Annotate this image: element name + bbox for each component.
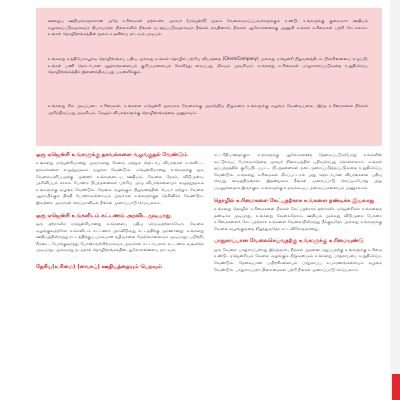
- right-column: [214, 152, 382, 279]
- section-heading: தேசிய(உரிமை) (வைகப்) ஊதியத்தையும் பெறவும்: [36, 263, 162, 270]
- page-edge-strip: [390, 0, 400, 400]
- intro-highlight-box: [36, 8, 382, 146]
- page-corner-tab: [392, 374, 400, 400]
- intro-paragraph: உங்களது சில அடிப்படை உரிமைகள், உங்களை ஏஜென்சி மூலமாக வேலைக்கு அமர்த்திய நிறுவனம் உங்களுக்கு வழங்க வேண்டியவை. இந்த உரிமைகளை நீங்கள் அறிந்திருப்பது அவசியம். மேலும் விபரங்களுக்கு தொழிற்சங்கத்தை அணுகவும்.: [48, 103, 368, 115]
- section-body: உங்களது தொழில் உரிமைகளை நீங்கள் கேட்பதற்காக தற்காலிக ஏஜென்சிகள் உங்களைத் தண்டிக்க முடியாது. உங்களது வேலைநேரம், ஊதியம் அல்லது விடுமுறை போன்ற உரிமைகளைக் கேட்பதற்காக உங்களை வேலையிலிருந்து நீக்குவதோ அல்லது உங்களுக்கு வேலை வழங்குவதை நிறுத்துவதோ சட்டவிரோதமானது.: [214, 205, 382, 231]
- section-body: ஒரு வேலை பாதுகாப்பற்றது இருந்தால், நீங்கள் அதனை மறுப்பதற்கு உங்களுக்கு உரிமை உண்டு. ஏஜென்சியும் வேலை வழங்கும் நிறுவனமும் உங்களது பாதுகாப்பை உறுதிசெய்ய வேண்டும். தேவையான பயிற்சிகளையும் பாதுகாப்பு உபகரணங்களையும் வழங்க வேண்டும். பாதுகாப்பற்ற நிலைமைகள் பற்றி நீங்கள் முறைப்பாடு செய்யலாம்.: [214, 246, 382, 272]
- section-body: சட்டரீதியானதாகும். உங்களுக்கு ஆலோசனைத் தேவைப்படும்போது உங்களின் கூட்டுறவுப் பேச்சுவார்த்தை முகவர் நிலையத்தில் பதிவுசெய்து கொள்ளலாம். உங்கள் ஒப்பந்தத்தில் குறிப்பிடப்பட்ட நிபந்தனைகள் நடைமுறைப்படுத்தப்படுவதை உறுதிசெய்ய வேண்டும். உங்களது உரிமைகள் மீறப்பட்டால் அது தொடர்பான விபரங்களை பதிவு செய்து வைத்திருங்கள். இதன்மூலம் நீங்கள் முறைப்பாடு செய்யும்போது அது பயனுள்ளதாக இருக்கும். உங்களுக்கு உதவக்கூடிய அமைப்புகளையும் அணுகலாம்.: [214, 152, 382, 190]
- intro-paragraph: உங்களது உத்தியோகபூர்வ தொழிற்சங்கப் பதிவு அல்லது உங்கள் தொழில் பற்றிய விபரத்தை (Client/Company) அல்லது ஏஜென்சி நிறுவனத்திடம் பிரச்சினையை எழுப்பி, உங்கள் பணி தொடர்பான ஆதாரங்களையும் குறிப்புகளையும் சேகரித்து வைப்பது மிகவும் அவசியம். உங்களது உரிமைகள் பாதுகாக்கப்படுவதை உறுதிசெய்ய தொழிற்சங்கத்தில் இணைந்திருப்பது பயனளிக்கும்.: [48, 56, 368, 75]
- left-column: [36, 152, 204, 272]
- section-heading: தொழில் உரிமைகளை கேட்பதற்காக உங்களை தண்டிக்க இயலாது: [214, 197, 375, 204]
- section-body: ஒரு தற்காலிக ஏஜென்சியானது உங்களைப் பதிவு செய்வதற்காகவோ, வேலை வழங்குவதற்கோ உங்களிடம் கட்டணம் அறவிடுவது சட்டத்திற்கு முரணானது. உங்களது ஊதியத்திலிருந்து சட்டத்திற்குப் புறம்பான கழிவுகளை மேற்கொள்ளவும் முடியாது. பயிற்சி, சீருடை, போக்குவரத்து போன்றவற்றிற்காகவும் அவர்கள் கட்டாயமாக கட்டணம் வசூலிக்க முடியாது. அவ்வாறு நடந்தால் தொழிற்சங்கத்தின் ஆலோசனையை நாடவும்.: [36, 220, 204, 253]
- section-heading: ஒரு ஏஜென்சி உங்களிடம் கட்டணம் அறவிட முடியாது: [36, 212, 171, 219]
- intro-paragraph: ஊழைய ஊதியங்களுக்கான அதே உரிமைகள் தற்காலிக முகவர் (ஏஜென்சி) மூலம் வேலைவாய்ப்பவர்களுக்கும் உண்டு. உங்களுக்கு குறைவாக ஊதியம் வழங்கப்படுவதாகவும் நியாயமற்ற நிலைகளில் நீங்கள் நடத்தப்படுவதாகவும் நீங்கள் கருதினால், நீங்கள் ஆலோசனைக்கு அணுகி உங்கள் உரிமைகள் பற்றி கேட்கலாம். உங்கள் தொழிற்சங்கத்தின் மூலம் உதவியை நாடவும் முடியும்.: [48, 18, 368, 37]
- section-body: உங்களது ஏஜென்சியானது அவர்களது சேவை மற்றும் தொடர்பு விபரங்கள் உள்ளிட்ட தகவல்களை எழுத்துமூலம் வழங்க வேண்டும். ஏஜென்சியானது உங்களுக்கு ஒரு வேலையளிப்பதற்கு முன்னர் உங்களுடைய ஊதியம், வேலை நேரம், விடுமுறை, அறிவிப்புக் காலம் போன்ற நிபந்தனைகள் பற்றிய முழு விபரங்களையும் எழுத்துமூலம் உங்களுக்கு வழங்க வேண்டும். வேலை வழங்கும் நிறுவனத்தின் பெயர் மற்றும் வேலை ஆரம்பிக்கும் திகதி போன்றவற்றையும் அவர்கள் உங்களுக்குத் தெரிவிக்க வேண்டும். இவற்றை அவர்கள் செய்யாவிடில் நீங்கள் முறைப்பாடு செய்யலாம்.: [36, 160, 204, 205]
- section-heading: பாதுகாப்பான வேலைசெய்வதற்கு உங்களுக்கு உரிமையுண்டு: [214, 238, 364, 245]
- section-heading: ஒரு ஏஜென்சி உங்களுக்கு தகவல்களை வழங்குதல் வேண்டும்: [36, 152, 188, 158]
